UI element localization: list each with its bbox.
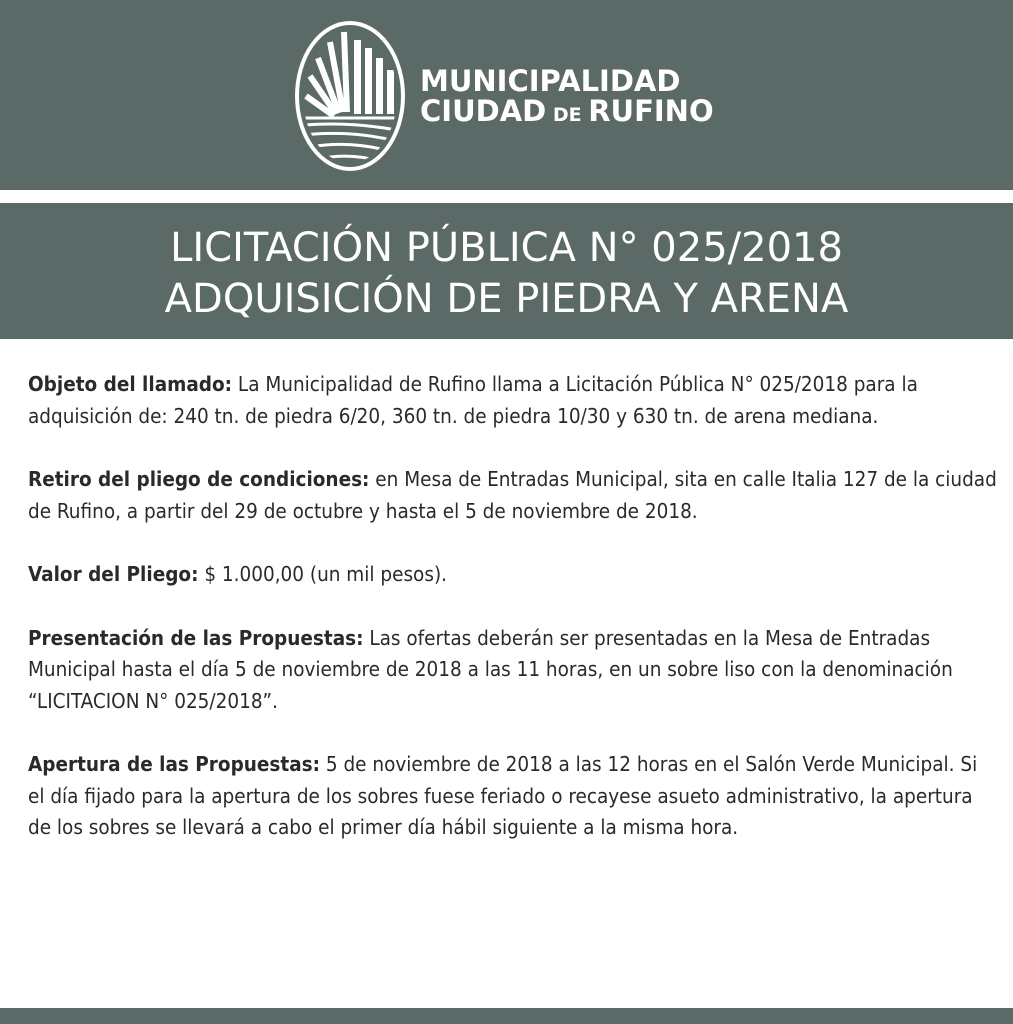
title-line-1: LICITACIÓN PÚBLICA N° 025/2018 [170, 225, 843, 271]
section-label: Presentación de las Propuestas: [28, 625, 364, 650]
section-text: en Mesa de Entradas Municipal, sita en calle Italia 127 de la ciudad de Rufino, a partir del 29 de octubre y hasta el 5 de noviembre de 2018. [28, 467, 997, 523]
brand-line-1: MUNICIPALIDAD [420, 64, 681, 98]
section-text: 5 de noviembre de 2018 a las 12 horas en el Salón Verde Municipal. Si el día fijado para la apertura de los sobres fuese feriado o recayese asueto administrativo, la apertura de los sobres se llevará a cabo el primer día hábil siguiente a la misma hora. [28, 752, 978, 839]
section-text: Las ofertas deberán ser presentadas en la Mesa de Entradas Municipal hasta el día 5 de noviembre de 2018 a las 11 horas, en un sobre liso con la denominación “LICITACION N° 025/2018”. [28, 625, 953, 713]
header-banner [0, 0, 1013, 190]
section-retiro [28, 464, 998, 527]
notice-body [28, 369, 998, 876]
section-objeto [28, 369, 998, 432]
title-line-2: ADQUISICIÓN DE PIEDRA Y ARENA [164, 276, 849, 322]
section-label: Apertura de las Propuestas: [28, 752, 321, 776]
section-apertura [28, 749, 998, 844]
footer-band [0, 1008, 1013, 1024]
brand-word-rufino: RUFINO [588, 94, 714, 128]
brand-name [420, 66, 714, 130]
brand-word-ciudad: CIUDAD [420, 94, 547, 128]
municipal-seal-icon [294, 20, 406, 172]
section-label: Objeto del llamado: [28, 372, 233, 396]
section-valor [28, 559, 998, 591]
section-label: Valor del Pliego: [28, 562, 199, 586]
title-banner [0, 203, 1013, 339]
brand-line-2 [420, 96, 714, 130]
brand-word-de: DE [546, 104, 589, 126]
section-text: $ 1.000,00 (un mil pesos). [198, 562, 447, 586]
section-text: La Municipalidad de Rufino llama a Licitación Pública N° 025/2018 para la adquisición de: 240 tn. de piedra 6/20, 360 tn. de piedra 10/30 y 630 tn. de arena mediana. [28, 372, 918, 428]
section-label: Retiro del pliego de condiciones: [28, 467, 370, 491]
section-presentacion [28, 623, 998, 718]
